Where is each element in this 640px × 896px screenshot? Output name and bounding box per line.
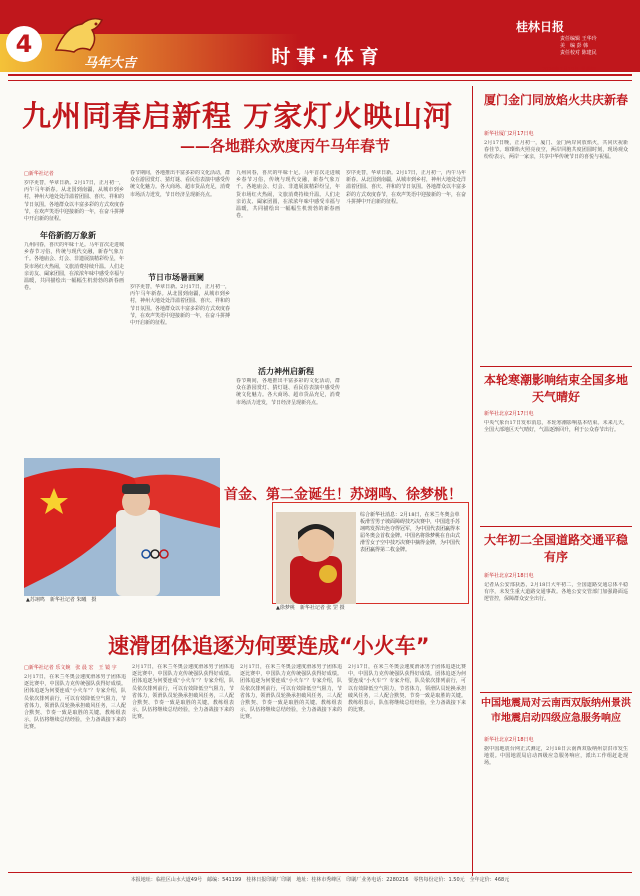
lead-text-col3b: 春节期间，各地推出丰富多彩的文化活动，群众在游园赏灯、猜灯谜、看民俗表演中感受传统文化魅力。各大商场、超市货品充足，消费市场活力迸发，节日经济呈现新亮点。 (236, 378, 340, 406)
lead-subhead-3: 活力神州启新程 (258, 367, 314, 376)
right-separator-1 (480, 366, 632, 367)
champion-photo-art (24, 458, 220, 596)
skating-text-col2: 2月17日，在米兰冬奥会速度滑冰男子团体追逐比赛中，中国队力克传统强队获得好成绩。团体追逐为何要连成“小火车”？专家介绍，队员依次排列前行，可以有效降低空气阻力，节省体力，领滑队员轮换承担破风任务，三人配合默契、节奏一致是取胜的关键。教练组表示，队伍将继续总结经验，全力备战接下来的比赛。 (132, 664, 234, 721)
story2-byline: 新华社北京2月17日电 (484, 411, 534, 417)
lead-text-col4: 岁序更替，华章日新。2月17日，正月初一，丙午马年新春。从北国到南疆，从城市到乡村，神州大地处处洋溢着团圆、喜庆、祥和的节日氛围。各地群众以丰富多彩的方式欢度春节，在欢声笑语中迎接新的一年，在奋斗拼搏中开启新的征程。 (346, 170, 466, 205)
lead-text-col2b: 岁序更替，华章日新。2月17日，正月初一，丙午马年新春。从北国到南疆，从城市到乡村，神州大地处处洋溢着团圆、喜庆、祥和的节日氛围。各地群众以丰富多彩的方式欢度春节，在欢声笑语中迎接新的一年，在奋斗拼搏中开启新的征程。 (130, 284, 230, 327)
footer-rule (8, 872, 632, 873)
story4-text: 据中国地震台网正式测定，2月18日云南西双版纳州景洪市发生地震。中国地震局启动四级应急服务响应，派出工作组赶赴现场。 (484, 746, 628, 767)
gold-text: 综合新华社消息：2月18日，在米兰冬奥会单板滑雪男子坡面障碍技巧决赛中，中国选手苏翊鸣发挥出色夺得冠军，为中国代表团赢得本届冬奥会首枚金牌。中国名将徐梦桃在自由式滑雪女子空中技巧决赛中摘得金牌，为中国代表团赢得第二枚金牌。 (360, 512, 461, 553)
photo-caption-1: ▲苏翊鸣 新华社记者 朱曦 摄 (26, 597, 97, 603)
lead-headline: 九州同春启新程 万家灯火映山河 (22, 99, 454, 133)
editor-list (560, 36, 597, 57)
story1-text: 2月17日晚，正月初一，厦门、金门两岸同放焰火，共同庆祝新春佳节。璀璨焰火照亮夜空，两岸同胞共度团圆时刻，现场观众纷纷表示，两岸一家亲，共享中华传统节日的喜悦与祝福。 (484, 140, 628, 161)
right-separator-3 (480, 692, 632, 693)
story3-text: 记者从公安部获悉，2月18日大年初二，全国道路交通总体平稳有序，未发生重大道路交通事故。各地公安交管部门加强路面巡逻管控，保障群众安全出行。 (484, 582, 628, 603)
story4-headline: 中国地震局对云南西双版纳州景洪市地震启动四级应急服务响应 (481, 698, 631, 724)
section-title: 时事·体育 (271, 46, 385, 68)
skating-text-col3: 2月17日，在米兰冬奥会速度滑冰男子团体追逐比赛中，中国队力克传统强队获得好成绩。团体追逐为何要连成“小火车”？专家介绍，队员依次排列前行，可以有效降低空气阻力，节省体力，领滑队员轮换承担破风任务，三人配合默契、节奏一致是取胜的关键。教练组表示，队伍将继续总结经验，全力备战接下来的比赛。 (240, 664, 342, 721)
aerial-skier-photo (276, 512, 356, 604)
editor-line: 美 编 彭 韩 (560, 43, 589, 49)
top-rule-thin (8, 80, 632, 81)
story1-headline: 厦门金门同放焰火共庆新春 (483, 93, 628, 107)
lead-byline: □新华社记者 (24, 171, 54, 177)
story2-text: 中央气象台17日发布消息，本轮寒潮影响基本结束。未来几天，全国大部地区天气晴好，气温逐渐回升，利于公众春节出行。 (484, 420, 628, 434)
right-separator-2 (480, 526, 632, 527)
newspaper-brand: 桂林日报 (516, 20, 565, 34)
issue-date: 2026年2月19日 星期四 (542, 67, 596, 73)
masthead (0, 0, 640, 98)
story2-headline: 本轮寒潮影响结束全国多地天气晴好 (483, 373, 628, 404)
story3-byline: 新华社北京2月18日电 (484, 573, 534, 579)
lead-subheadline: ——各地群众欢度丙午马年春节 (180, 137, 391, 155)
skating-text-col4: 2月17日，在米兰冬奥会速度滑冰男子团体追逐比赛中，中国队力克传统强队获得好成绩。团体追逐为何要连成“小火车”？专家介绍，队员依次排列前行，可以有效降低空气阻力，节省体力，领滑队员轮换承担破风任务，三人配合默契、节奏一致是取胜的关键。教练组表示，队伍将继续总结经验，全力备战接下来的比赛。 (348, 664, 466, 714)
lead-subhead-1: 年俗新韵万象新 (40, 231, 96, 240)
story4-byline: 新华社北京2月18日电 (484, 737, 534, 743)
story3-headline: 大年初二全国道路交通平稳有序 (483, 533, 628, 564)
lead-text-col3a: 九州同春，喜庆的年味十足。马年首次走进城乡春节习俗，传统与现代交融，新春气象万千。各地庙会、灯会、非遗展演精彩纷呈，年货市场红火热闹，文旅消费持续升温。人们走亲访友、阖家团圆，在浓浓年味中感受幸福与温暖，共同描绘出一幅幅生机勃勃的新春画卷。 (236, 170, 340, 220)
skier-photo-art (276, 512, 356, 604)
editor-line: 责任编辑 王华玲 (560, 36, 597, 42)
skating-text-col1: 2月17日，在米兰冬奥会速度滑冰男子团体追逐比赛中，中国队力克传统强队获得好成绩。团体追逐为何要连成“小火车”？专家介绍，队员依次排列前行，可以有效降低空气阻力，节省体力，领滑队员轮换承担破风任务，三人配合默契、节奏一致是取胜的关键。教练组表示，队伍将继续总结经验，全力备战接下来的比赛。 (24, 674, 126, 731)
lead-subhead-2: 节日市场暑画阑 (148, 273, 204, 282)
lead-text-col1b: 九州同春，喜庆的年味十足。马年首次走进城乡春节习俗，传统与现代交融，新春气象万千。各地庙会、灯会、非遗展演精彩纷呈，年货市场红火热闹，文旅消费持续升温。人们走亲访友、阖家团圆，在浓浓年味中感受幸福与温暖，共同描绘出一幅幅生机勃勃的新春画卷。 (24, 242, 124, 292)
top-rule (8, 74, 632, 76)
gold-headline: 首金、第二金诞生！苏翊鸣、徐梦桃！ (224, 487, 462, 503)
editor-line: 责任校对 陈建民 (560, 50, 597, 56)
snowboard-champion-photo (24, 458, 220, 596)
lead-text-col2a: 春节期间，各地推出丰富多彩的文化活动，群众在游园赏灯、猜灯谜、看民俗表演中感受传统文化魅力。各大商场、超市货品充足，消费市场活力迸发，节日经济呈现新亮点。 (130, 170, 230, 198)
horse-slogan: 马年大吉 (84, 56, 137, 71)
story1-byline: 新华社厦门2月17日电 (484, 131, 534, 137)
right-column-divider (472, 86, 473, 876)
skating-headline: 速滑团体追逐为何要连成“小火车” (108, 634, 430, 658)
page-number: 4 (6, 26, 42, 62)
footer-info: 本报地址：临桂区山水大道49号 邮编：541199 桂林日报印刷厂印刷 地址：桂林市秀峰区 印刷厂业务电话：2280216 零售每份定价：1.50元 全年定价：468元 (130, 877, 510, 883)
photo-caption-2: ▲徐梦桃 新华社记者 张 罡 摄 (276, 605, 345, 611)
skating-byline: □新华社记者 乐文婉 张 晨 宏 王 镜 宇 (24, 665, 117, 671)
lead-text-col1a: 岁序更替，华章日新。2月17日，正月初一，丙午马年新春。从北国到南疆，从城市到乡村，神州大地处处洋溢着团圆、喜庆、祥和的节日氛围。各地群众以丰富多彩的方式欢度春节，在欢声笑语中迎接新的一年，在奋斗拼搏中开启新的征程。 (24, 180, 124, 223)
